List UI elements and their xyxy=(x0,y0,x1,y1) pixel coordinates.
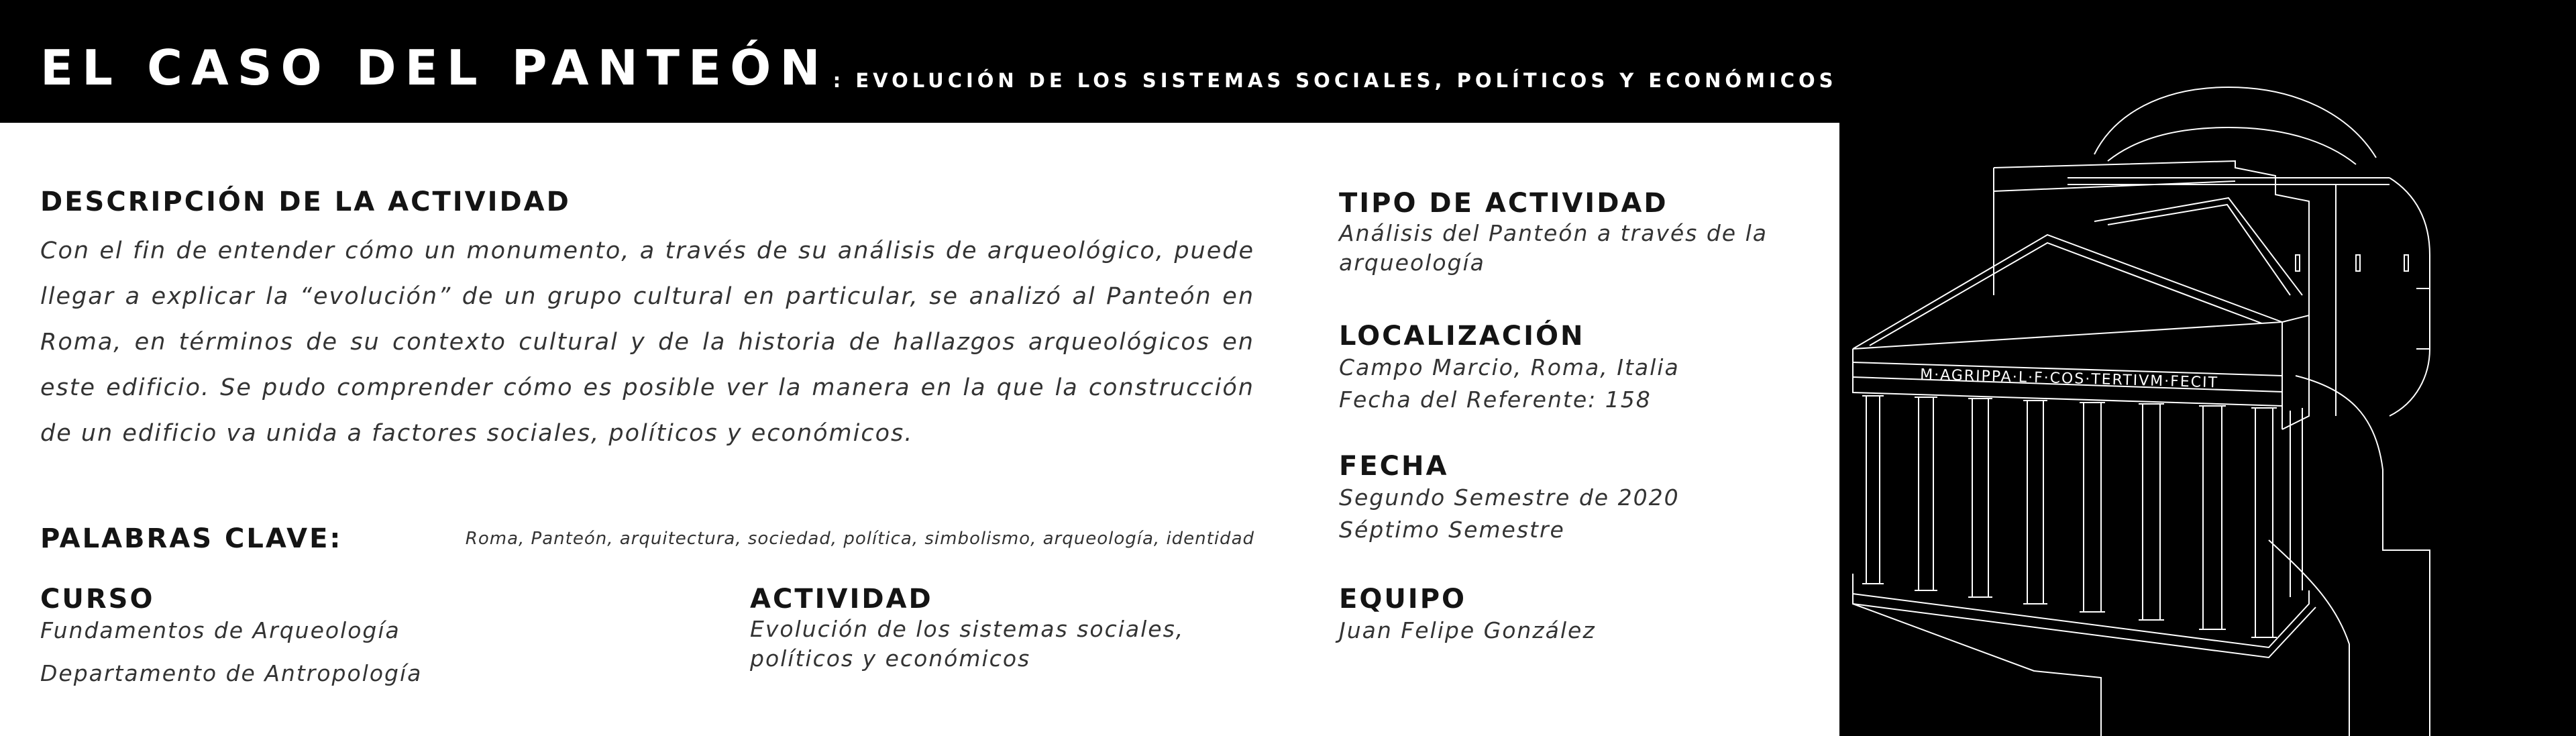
location-line: Fecha del Referente: 158 xyxy=(1339,386,1652,413)
plaza-outline xyxy=(2296,376,2430,736)
drum-window xyxy=(2296,255,2300,271)
pediment xyxy=(1853,235,2282,349)
activity-type-line: arqueología xyxy=(1339,250,1485,276)
portico-base xyxy=(1853,584,2309,647)
date-line: Séptimo Semestre xyxy=(1339,517,1565,543)
course-heading: CURSO xyxy=(40,584,155,615)
portico-columns xyxy=(1862,396,2302,637)
location-section xyxy=(1339,321,1829,416)
drum-window xyxy=(2356,255,2360,271)
keywords-text: Roma, Panteón, arquitectura, sociedad, política, simbolismo, arqueología, identidad xyxy=(465,529,1254,549)
location-line: Campo Marcio, Roma, Italia xyxy=(1339,354,1680,380)
upper-pediment xyxy=(2094,198,2302,295)
date-line: Segundo Semestre de 2020 xyxy=(1339,484,1680,511)
description-text: Con el fin de entender cómo un monumento, a través de su análisis de arqueológico, puede llegar a explicar la “evolución” de un grupo cultural en particular, se analizó al Panteón en Roma, en términos de su contexto cultural y de la historia de hallazgos arqueológicos en este edificio. Se pudo comprender cómo es posible ver la manera en la que la construcción de un edificio va unida a factores sociales, políticos y económicos. xyxy=(40,238,1254,447)
course-line: Departamento de Antropología xyxy=(40,660,423,686)
plaza-curve xyxy=(2269,540,2349,736)
inscription-text: M·AGRIPPA·L·F·COS·TERTIVM·FECIT xyxy=(1919,366,2219,392)
title-subtitle: : EVOLUCIÓN DE LOS SISTEMAS SOCIALES, POLÍTICOS Y ECONÓMICOS xyxy=(833,69,1837,92)
team-line: Juan Felipe González xyxy=(1339,617,1596,643)
dome-outline xyxy=(2094,87,2376,158)
pantheon-illustration xyxy=(1839,0,2576,736)
drum-window xyxy=(2404,255,2408,271)
keywords-heading: PALABRAS CLAVE: xyxy=(40,523,343,554)
title-main: EL CASO DEL PANTEÓN xyxy=(40,40,829,96)
activity-line: políticos y económicos xyxy=(750,645,1031,672)
date-heading: FECHA xyxy=(1339,451,1449,482)
pantheon-illustration-panel xyxy=(1839,0,2576,736)
location-heading: LOCALIZACIÓN xyxy=(1339,321,1585,352)
course-line: Fundamentos de Arqueología xyxy=(40,617,400,643)
activity-section xyxy=(750,584,1260,674)
activity-type-section xyxy=(1339,188,1829,278)
drum-right xyxy=(2390,178,2430,416)
keywords-section xyxy=(40,523,1254,557)
portico-side xyxy=(2282,315,2309,429)
description-heading: DESCRIPCIÓN DE LA ACTIVIDAD xyxy=(40,187,571,217)
dome-ring xyxy=(2108,127,2356,164)
page-title xyxy=(40,38,1837,98)
activity-type-heading: TIPO DE ACTIVIDAD xyxy=(1339,188,1668,219)
course-section xyxy=(40,584,644,690)
activity-line: Evolución de los sistemas sociales, xyxy=(750,616,1185,642)
team-section xyxy=(1339,584,1829,647)
activity-type-line: Análisis del Panteón a través de la xyxy=(1339,220,1768,246)
description-section xyxy=(40,187,1254,456)
team-heading: EQUIPO xyxy=(1339,584,1467,615)
activity-heading: ACTIVIDAD xyxy=(750,584,933,615)
date-section xyxy=(1339,451,1829,546)
